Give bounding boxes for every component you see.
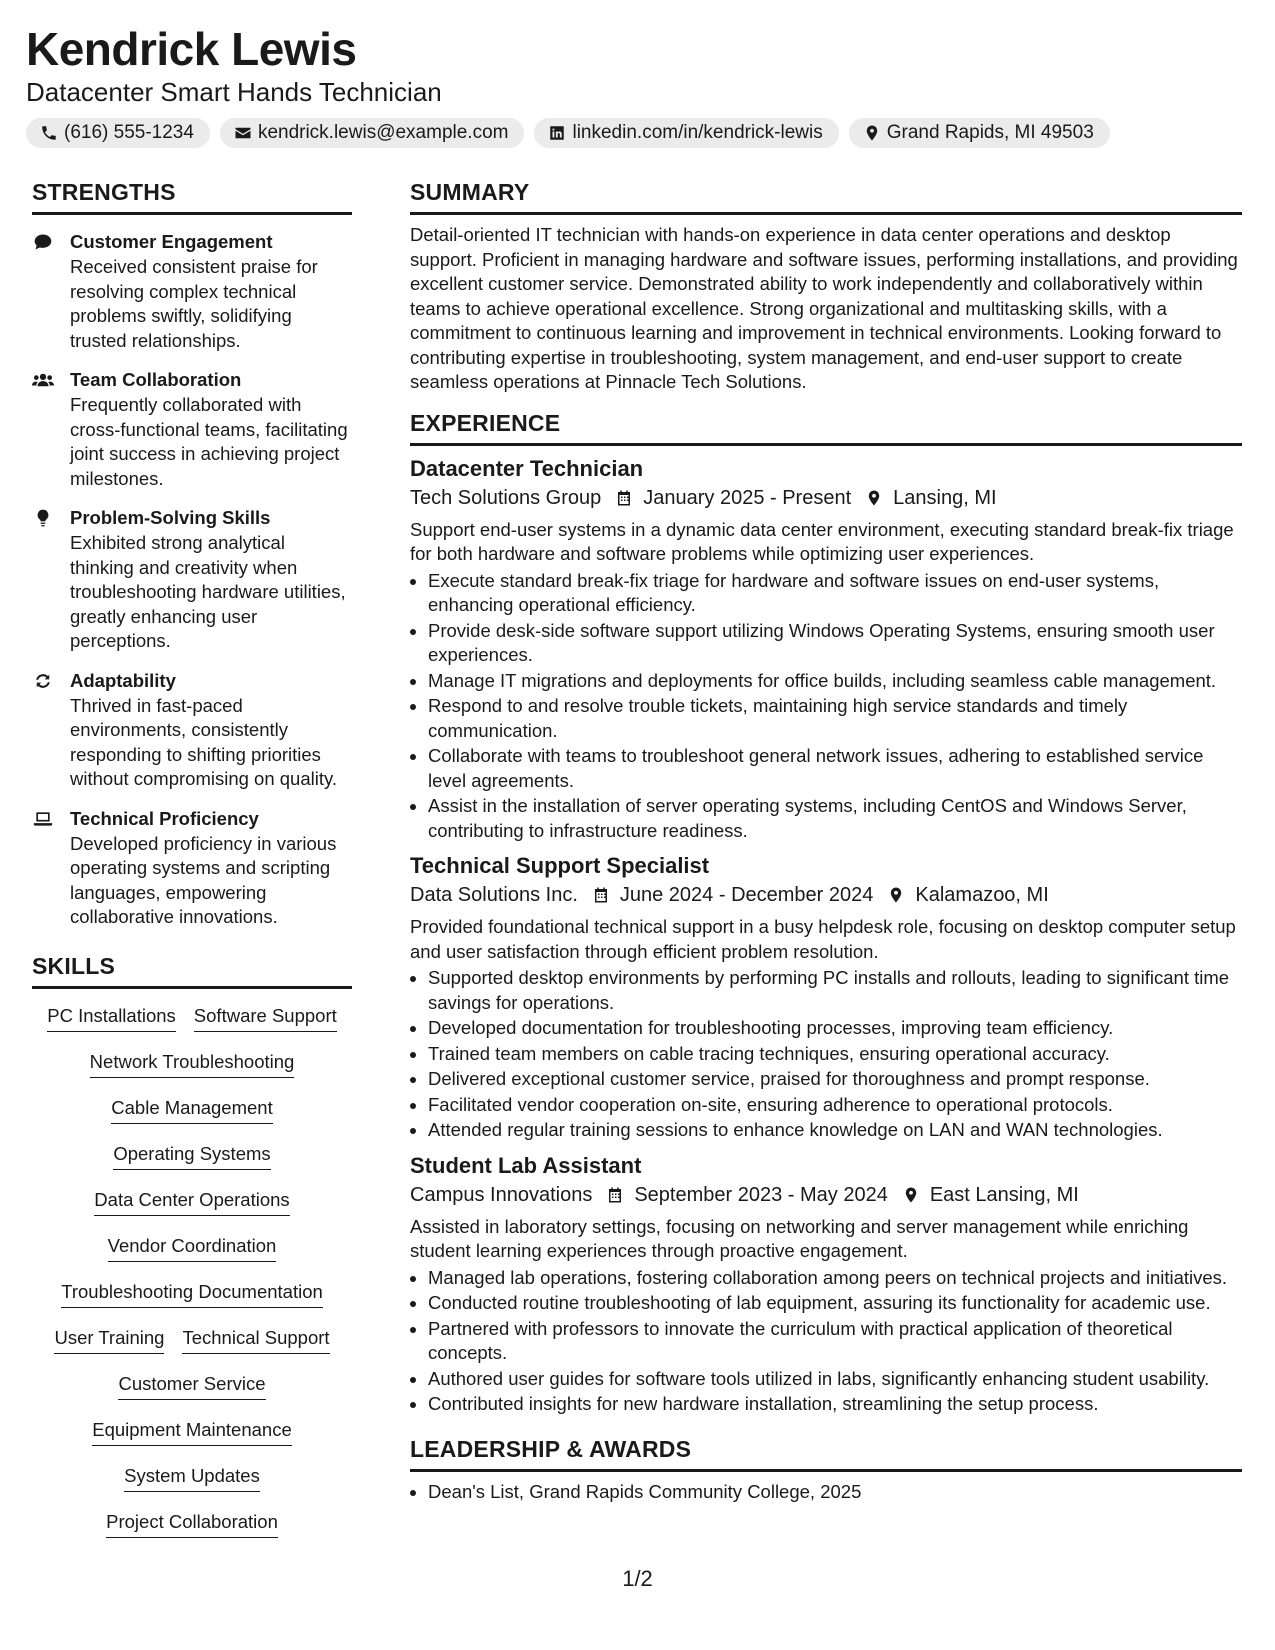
strength-item bbox=[32, 806, 352, 930]
laptop-icon bbox=[32, 809, 54, 829]
phone-icon bbox=[40, 124, 58, 142]
strength-item bbox=[32, 505, 352, 654]
bullet-item: • Assist in the installation of server operating systems, including CentOS and Windows Server, contributing to infrastructure readiness. bbox=[428, 794, 1242, 843]
job-entry bbox=[410, 851, 1242, 1143]
bullet-item: • Facilitated vendor cooperation on-site, ensuring adherence to operational protocols. bbox=[428, 1093, 1242, 1118]
map-pin-icon bbox=[863, 124, 881, 142]
skill-tag: Software Support bbox=[194, 1001, 337, 1032]
strength-desc: Developed proficiency in various operating systems and scripting languages, empowering collaborative innovations. bbox=[70, 832, 337, 927]
job-bullets bbox=[410, 1266, 1242, 1417]
linkedin-text: linkedin.com/in/kendrick-lewis bbox=[572, 122, 823, 143]
award-item: • Dean's List, Grand Rapids Community College, 2025 bbox=[428, 1480, 1242, 1505]
bullet-item: • Attended regular training sessions to enhance knowledge on LAN and WAN technologies. bbox=[428, 1118, 1242, 1143]
job-entry bbox=[410, 454, 1242, 844]
strength-desc: Thrived in fast-paced environments, consistently responding to shifting priorities without compromising on quality. bbox=[70, 694, 338, 789]
skill-tag: Cable Management bbox=[111, 1093, 272, 1124]
candidate-name: Kendrick Lewis bbox=[26, 23, 357, 75]
bullet-item: • Partnered with professors to innovate the curriculum with practical application of theoretical concepts. bbox=[428, 1317, 1242, 1366]
bullet-item: • Execute standard break-fix triage for hardware and software issues on end-user systems, enhancing operational efficiency. bbox=[428, 569, 1242, 618]
bullet-item: • Collaborate with teams to troubleshoot general network issues, adhering to established service level agreements. bbox=[428, 744, 1242, 793]
job-bullets bbox=[410, 569, 1242, 844]
skill-tag: Customer Service bbox=[118, 1369, 265, 1400]
job-meta bbox=[410, 484, 1242, 512]
sync-icon bbox=[32, 671, 54, 691]
job-location: East Lansing, MI bbox=[929, 1183, 1079, 1206]
skill-tag: Technical Support bbox=[182, 1323, 329, 1354]
left-column bbox=[32, 178, 352, 1553]
strength-desc: Exhibited strong analytical thinking and creativity when troubleshooting hardware utilities, greatly enhancing user perceptions. bbox=[70, 532, 346, 651]
bullet-item: • Manage IT migrations and deployments for office builds, including seamless cable management. bbox=[428, 669, 1242, 694]
users-icon bbox=[32, 370, 54, 390]
job-description: Support end-user systems in a dynamic data center environment, executing standard break-fix triage for both hardware and software problems while optimizing user experiences. bbox=[410, 518, 1234, 564]
page-number: 1/2 bbox=[622, 1566, 653, 1591]
bullet-item: • Supported desktop environments by performing PC installs and rollouts, leading to significant time savings for operations. bbox=[428, 966, 1242, 1015]
awards-heading: LEADERSHIP & AWARDS bbox=[410, 1435, 1242, 1472]
email-text: kendrick.lewis@example.com bbox=[257, 122, 509, 143]
job-location: Kalamazoo, MI bbox=[915, 884, 1049, 906]
resume-header bbox=[26, 22, 1249, 148]
calendar-icon bbox=[592, 885, 610, 905]
location-text: Grand Rapids, MI 49503 bbox=[886, 122, 1094, 143]
experience-heading: EXPERIENCE bbox=[410, 409, 1242, 446]
bullet-item: • Respond to and resolve trouble tickets, maintaining high service standards and timely communication. bbox=[428, 694, 1242, 743]
skill-tag: Equipment Maintenance bbox=[92, 1415, 292, 1446]
linkedin-icon bbox=[548, 124, 566, 142]
skill-tag: Vendor Coordination bbox=[108, 1231, 277, 1262]
contact-location bbox=[849, 118, 1110, 148]
awards-list bbox=[410, 1480, 1242, 1505]
bullet-item: • Provide desk-side software support utilizing Windows Operating Systems, ensuring smooth user experiences. bbox=[428, 619, 1242, 668]
job-title: Student Lab Assistant bbox=[410, 1152, 642, 1178]
strength-title: Customer Engagement bbox=[70, 231, 273, 252]
contact-phone[interactable] bbox=[26, 118, 210, 148]
job-bullets bbox=[410, 966, 1242, 1143]
skill-tag: User Training bbox=[54, 1323, 164, 1354]
job-title: Technical Support Specialist bbox=[410, 853, 710, 878]
job-location: Lansing, MI bbox=[893, 486, 997, 509]
skill-tag: Troubleshooting Documentation bbox=[61, 1277, 323, 1308]
candidate-title: Datacenter Smart Hands Technician bbox=[26, 77, 442, 107]
skills-list bbox=[32, 1001, 352, 1553]
job-dates: June 2024 - December 2024 bbox=[619, 884, 874, 906]
envelope-icon bbox=[234, 124, 252, 142]
contact-bar bbox=[26, 118, 1249, 148]
strengths-heading: STRENGTHS bbox=[32, 178, 352, 215]
summary-text: Detail-oriented IT technician with hands-on experience in data center operations and desktop support. Proficient in managing hardware and software issues, performing installations, and providing excellent customer service. Demonstrated ability to work independently and collaboratively within teams to achieve operational excellence. Strong organizational and multitasking skills, with a commitment to continuous learning and improvement in technical environments. Looking forward to contributing expertise in troubleshooting, system management, and end-user support to create seamless operations at Pinnacle Tech Solutions. bbox=[410, 224, 1238, 392]
bullet-item: • Delivered exceptional customer service, praised for thoroughness and prompt response. bbox=[428, 1067, 1242, 1092]
bullet-item: • Developed documentation for troubleshooting processes, improving team efficiency. bbox=[428, 1016, 1242, 1041]
strength-title: Technical Proficiency bbox=[70, 807, 259, 829]
job-company: Campus Innovations bbox=[410, 1183, 593, 1206]
job-meta bbox=[410, 881, 1242, 909]
lightbulb-icon bbox=[32, 508, 54, 528]
skill-tag: PC Installations bbox=[47, 1001, 176, 1032]
strength-item bbox=[32, 668, 352, 792]
map-pin-icon bbox=[865, 488, 883, 508]
strength-title: Problem-Solving Skills bbox=[70, 507, 271, 528]
summary-heading: SUMMARY bbox=[410, 178, 1242, 215]
job-meta bbox=[410, 1181, 1242, 1209]
job-description: Provided foundational technical support in a busy helpdesk role, focusing on desktop computer setup and user satisfaction through efficient problem resolution. bbox=[410, 916, 1236, 962]
strength-title: Adaptability bbox=[70, 669, 176, 691]
strength-desc: Received consistent praise for resolving complex technical problems swiftly, solidifying trusted relationships. bbox=[70, 256, 318, 351]
contact-email[interactable] bbox=[220, 118, 525, 148]
job-dates: January 2025 - Present bbox=[643, 486, 852, 509]
map-pin-icon bbox=[902, 1185, 920, 1205]
bullet-item: • Authored user guides for software tools utilized in labs, significantly enhancing student usability. bbox=[428, 1367, 1242, 1392]
skills-heading: SKILLS bbox=[32, 952, 352, 989]
map-pin-icon bbox=[887, 885, 905, 905]
bullet-item: • Conducted routine troubleshooting of lab equipment, assuring its functionality for academic use. bbox=[428, 1291, 1242, 1316]
skill-tag: Operating Systems bbox=[113, 1139, 270, 1170]
bullet-item: • Contributed insights for new hardware installation, streamlining the setup process. bbox=[428, 1392, 1242, 1417]
skill-tag: Network Troubleshooting bbox=[90, 1047, 295, 1078]
job-company: Tech Solutions Group bbox=[410, 486, 602, 509]
bullet-item: • Managed lab operations, fostering collaboration among peers on technical projects and initiatives. bbox=[428, 1266, 1242, 1291]
strength-item bbox=[32, 367, 352, 491]
skill-tag: System Updates bbox=[124, 1461, 260, 1492]
job-entry bbox=[410, 1151, 1242, 1417]
bullet-item: • Trained team members on cable tracing techniques, ensuring operational accuracy. bbox=[428, 1042, 1242, 1067]
calendar-icon bbox=[615, 488, 633, 508]
job-title: Datacenter Technician bbox=[410, 455, 644, 481]
job-description: Assisted in laboratory settings, focusing on networking and server management while enriching student learning experiences through proactive engagement. bbox=[410, 1215, 1189, 1261]
right-column bbox=[410, 178, 1242, 1505]
phone-text: (616) 555-1234 bbox=[64, 122, 194, 143]
contact-linkedin[interactable] bbox=[534, 118, 838, 148]
skill-tag: Project Collaboration bbox=[106, 1507, 278, 1538]
skill-tag: Data Center Operations bbox=[94, 1185, 289, 1216]
strength-title: Team Collaboration bbox=[70, 369, 242, 390]
strength-desc: Frequently collaborated with cross-functional teams, facilitating joint success in achieving project milestones. bbox=[70, 394, 348, 489]
strength-item bbox=[32, 229, 352, 353]
calendar-icon bbox=[606, 1185, 624, 1205]
chat-bubble-icon bbox=[32, 232, 54, 252]
job-company: Data Solutions Inc. bbox=[410, 884, 578, 906]
job-dates: September 2023 - May 2024 bbox=[634, 1183, 888, 1206]
